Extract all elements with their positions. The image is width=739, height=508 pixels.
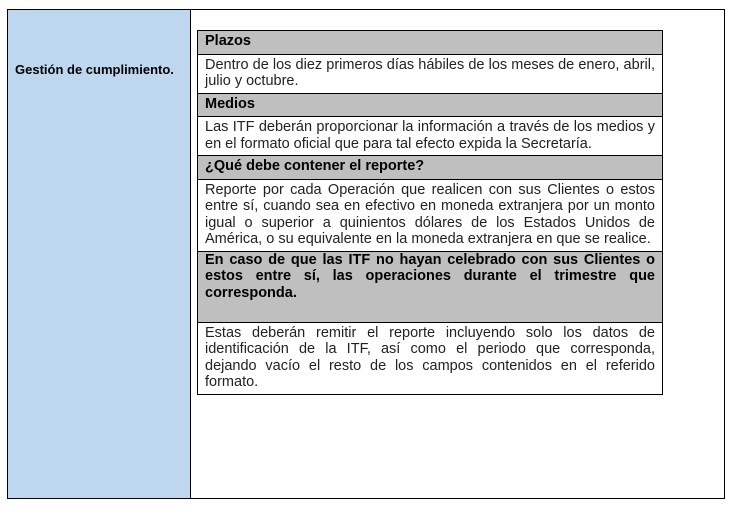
table-row xyxy=(198,251,663,322)
table-row xyxy=(198,156,663,180)
contenido-heading: ¿Qué debe contener el reporte? xyxy=(198,156,663,180)
plazos-heading: Plazos xyxy=(198,31,663,55)
medios-heading: Medios xyxy=(198,93,663,117)
sin-operaciones-heading: En caso de que las ITF no hayan celebrado con sus Clientes o estos entre sí, las operaciones durante el trimestre que corresponda. xyxy=(198,251,663,322)
sin-operaciones-body: Estas deberán remitir el reporte incluyendo solo los datos de identificación de la ITF, así como el periodo que corresponda, dejando vacío el resto de los campos contenidos en el referido formato. xyxy=(198,322,663,394)
left-label: Gestión de cumplimiento. xyxy=(15,62,174,77)
medios-body: Las ITF deberán proporcionar la información a través de los medios y en el formato oficial que para tal efecto expida la Secretaría. xyxy=(198,117,663,156)
contenido-body: Reporte por cada Operación que realicen con sus Clientes o estos entre sí, cuando sea en efectivo en moneda extranjera por un monto igual o superior a quinientos dólares de los Estados Unidos de América, o su equivalente en la moneda extranjera en que se realice. xyxy=(198,179,663,251)
left-cell xyxy=(8,10,191,498)
table-row xyxy=(198,54,663,93)
table-row xyxy=(198,93,663,117)
table-row xyxy=(198,179,663,251)
plazos-body: Dentro de los diez primeros días hábiles de los meses de enero, abril, julio y octubre. xyxy=(198,54,663,93)
table-row xyxy=(198,117,663,156)
table-row xyxy=(198,322,663,394)
compliance-table xyxy=(197,30,663,395)
table-row xyxy=(198,31,663,55)
